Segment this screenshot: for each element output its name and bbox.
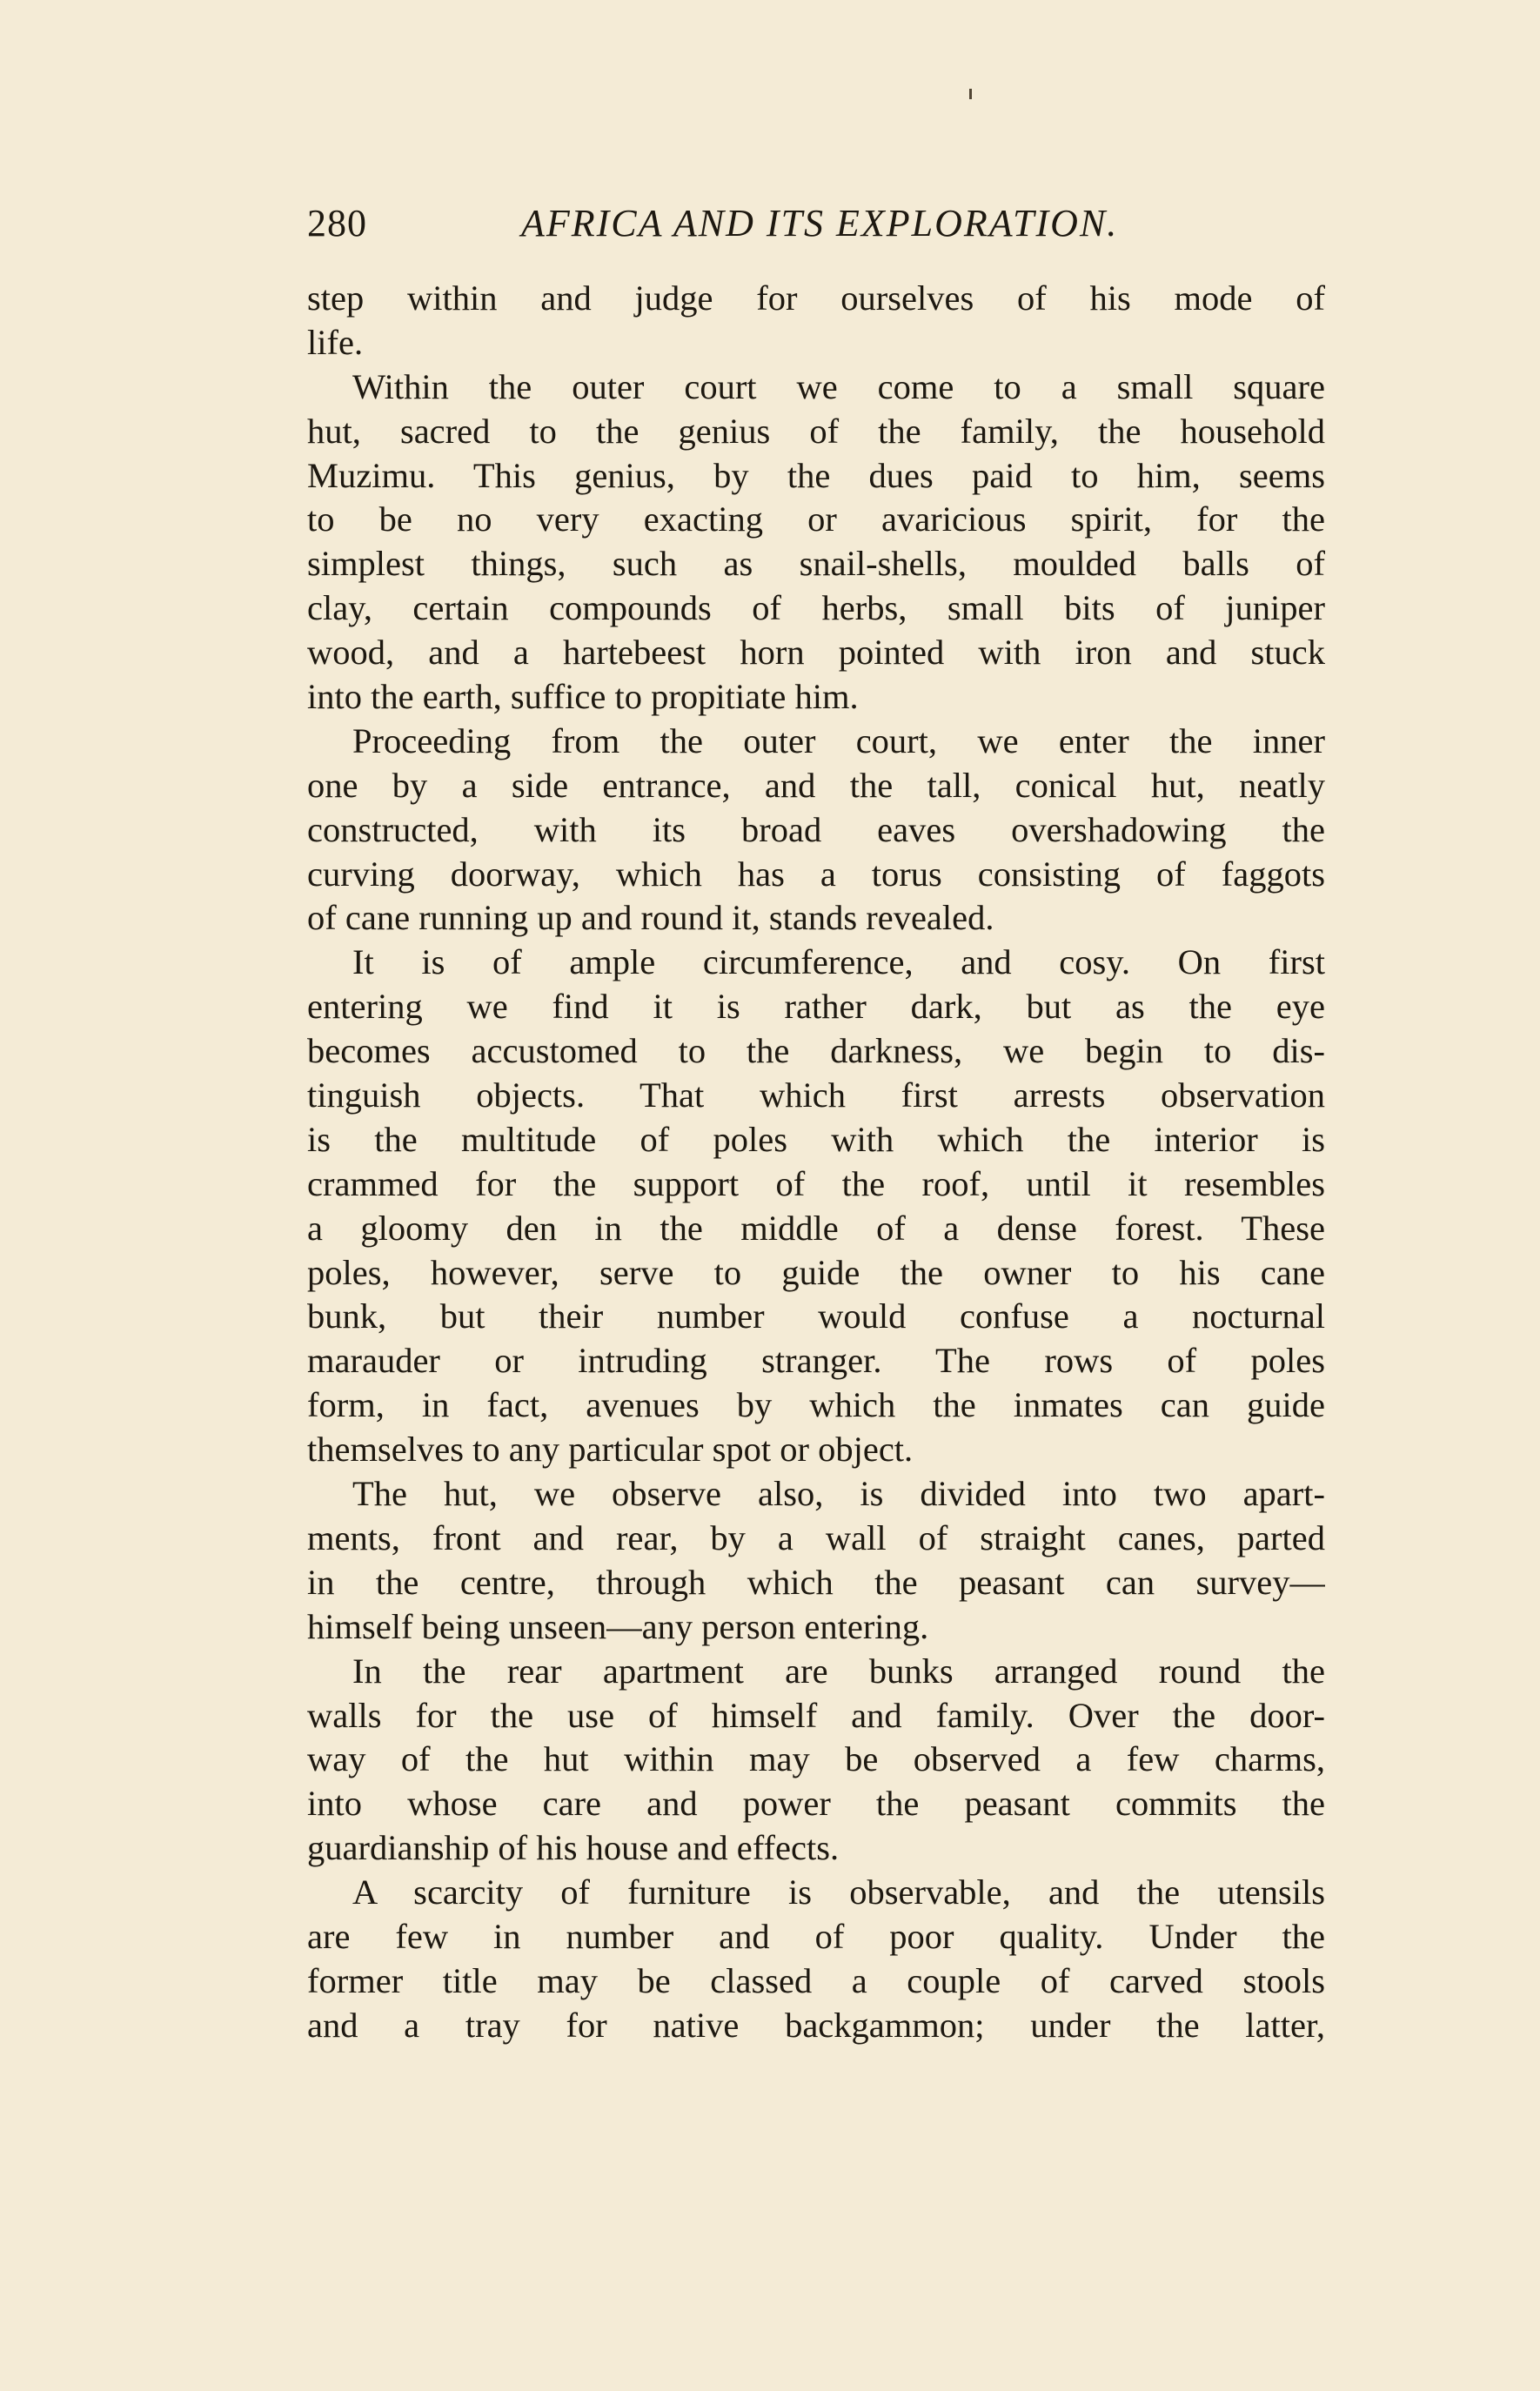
print-mark [969, 89, 972, 99]
text-line: themselves to any particular spot or object. [307, 1430, 914, 1470]
text-line: is the multitude of poles with which the interior is [307, 1119, 1325, 1159]
text-line: way of the hut within may be observed a few charms, [307, 1739, 1325, 1779]
text-line: poles, however, serve to guide the owner to his cane [307, 1252, 1325, 1292]
text-line: are few in number and of poor quality. Under the [307, 1916, 1325, 1956]
text-line: one by a side entrance, and the tall, conical hut, neatly [307, 765, 1325, 805]
text-line: wood, and a hartebeest horn pointed with iron and stuck [307, 633, 1325, 673]
text-line: of cane running up and round it, stands revealed. [307, 898, 994, 938]
text-line: in the centre, through which the peasant can survey— [307, 1562, 1325, 1602]
text-line: himself being unseen—any person entering. [307, 1606, 929, 1646]
text-line: and a tray for native backgammon; under the latter, [307, 2005, 1325, 2045]
text-line: into the earth, suffice to propitiate him. [307, 677, 859, 717]
text-line: simplest things, such as snail-shells, moulded balls of [307, 544, 1325, 584]
text-line: Muzimu. This genius, by the dues paid to him, seems [307, 455, 1325, 495]
text-line: marauder or intruding stranger. The rows of poles [307, 1341, 1325, 1381]
body-text [307, 277, 1325, 2048]
text-line: tinguish objects. That which first arrests observation [307, 1075, 1325, 1115]
text-line: clay, certain compounds of herbs, small bits of juniper [307, 588, 1325, 628]
text-line: former title may be classed a couple of carved stools [307, 1960, 1325, 2000]
text-line: life. [307, 322, 364, 362]
text-line: step within and judge for ourselves of his mode of [307, 278, 1325, 318]
text-line: constructed, with its broad eaves overshadowing the [307, 809, 1325, 849]
text-line: a gloomy den in the middle of a dense forest. These [307, 1208, 1325, 1248]
text-line: becomes accustomed to the darkness, we begin to dis- [307, 1031, 1325, 1071]
running-head: AFRICA AND ITS EXPLORATION. [521, 202, 1119, 244]
text-line: The hut, we observe also, is divided into two apart- [352, 1474, 1325, 1514]
text-line: bunk, but their number would confuse a nocturnal [307, 1296, 1325, 1336]
text-line: walls for the use of himself and family. Over the door- [307, 1695, 1325, 1735]
text-line: crammed for the support of the roof, until it resembles [307, 1163, 1325, 1203]
text-line: Proceeding from the outer court, we enter the inner [352, 720, 1325, 760]
text-line: Within the outer court we come to a small square [352, 366, 1325, 406]
page-header [307, 193, 1325, 254]
text-line: into whose care and power the peasant commits the [307, 1784, 1325, 1824]
text-line: ments, front and rear, by a wall of straight canes, parted [307, 1517, 1325, 1557]
text-line: form, in fact, avenues by which the inmates can guide [307, 1385, 1325, 1425]
text-line: to be no very exacting or avaricious spirit, for the [307, 499, 1325, 539]
text-line: entering we find it is rather dark, but as the eye [307, 987, 1325, 1027]
text-line: guardianship of his house and effects. [307, 1828, 840, 1868]
text-line: curving doorway, which has a torus consisting of faggots [307, 854, 1325, 894]
page-number: 280 [307, 202, 367, 244]
text-line: In the rear apartment are bunks arranged round the [352, 1651, 1325, 1691]
text-line: A scarcity of furniture is observable, and the utensils [352, 1872, 1325, 1912]
text-line: hut, sacred to the genius of the family, the household [307, 411, 1325, 451]
text-line: It is of ample circumference, and cosy. On first [352, 942, 1325, 982]
